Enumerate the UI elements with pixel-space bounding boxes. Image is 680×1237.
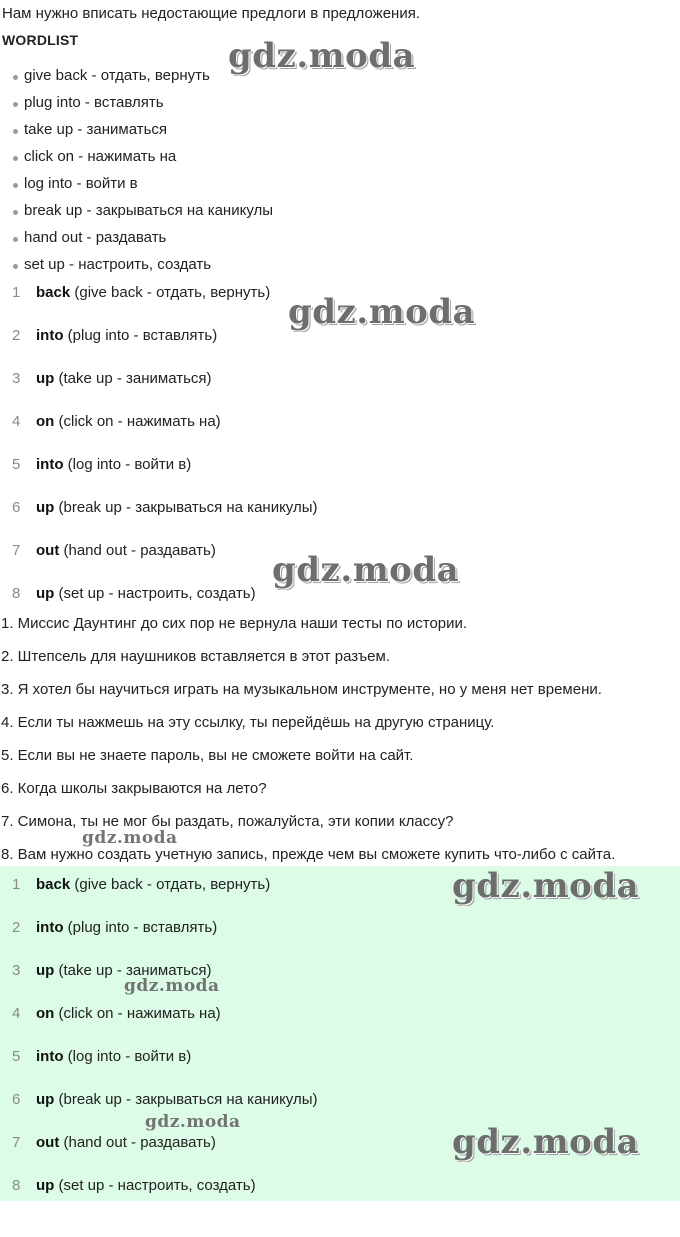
answer-word: out	[36, 1134, 60, 1151]
answer-number: 5	[12, 456, 21, 473]
answer-number: 2	[12, 327, 21, 344]
wordlist-title: WORDLIST	[2, 32, 79, 48]
list-item: break up - закрываться на каникулы	[0, 199, 273, 226]
translation-item: 6. Когда школы закрываются на лето?	[1, 780, 267, 797]
answer-hint: (take up - заниматься)	[54, 370, 212, 387]
answer-word: back	[36, 876, 71, 893]
answer-hint: (give back - отдать, вернуть)	[70, 284, 271, 301]
translation-item: 5. Если вы не знаете пароль, вы не сможете войти на сайт.	[1, 747, 414, 764]
answer-hint: (set up - настроить, создать)	[54, 1177, 256, 1194]
watermark: gdz.moda	[452, 1122, 640, 1162]
answer-hint: (set up - настроить, создать)	[54, 585, 256, 602]
answer-hint: (plug into - вставлять)	[63, 327, 218, 344]
translation-item: 8. Вам нужно создать учетную запись, прежде чем вы сможете купить что-либо с сайта.	[1, 846, 616, 863]
answer-word: into	[36, 1048, 64, 1065]
list-item: click on - нажимать на	[0, 145, 273, 172]
answer-number: 7	[12, 542, 21, 559]
answer-hint: (click on - нажимать на)	[54, 413, 221, 430]
translation-item: 4. Если ты нажмешь на эту ссылку, ты перейдёшь на другую страницу.	[1, 714, 495, 731]
watermark: gdz.moda	[288, 292, 476, 332]
answer-number: 6	[12, 1091, 21, 1108]
list-item: set up - настроить, создать	[0, 253, 273, 280]
answer-number: 6	[12, 499, 21, 516]
translation-item: 7. Симона, ты не мог бы раздать, пожалуйста, эти копии классу?	[1, 813, 454, 830]
list-item: hand out - раздавать	[0, 226, 273, 253]
answer-number: 4	[12, 1005, 21, 1022]
answer-number: 2	[12, 919, 21, 936]
watermark: gdz.moda	[124, 976, 220, 996]
watermark: gdz.moda	[452, 866, 640, 906]
answer-hint: (plug into - вставлять)	[63, 919, 218, 936]
answer-word: into	[36, 327, 64, 344]
answer-word: up	[36, 1177, 55, 1194]
answer-word: on	[36, 413, 55, 430]
answer-hint: (break up - закрываться на каникулы)	[54, 499, 318, 516]
watermark: gdz.moda	[82, 828, 178, 848]
translation-item: 2. Штепсель для наушников вставляется в этот разъем.	[1, 648, 390, 665]
intro-text: Нам нужно вписать недостающие предлоги в предложения.	[2, 5, 420, 22]
answer-hint: (take up - заниматься)	[54, 962, 212, 979]
answer-hint: (give back - отдать, вернуть)	[70, 876, 271, 893]
list-item: take up - заниматься	[0, 118, 273, 145]
answer-number: 5	[12, 1048, 21, 1065]
answer-number: 1	[12, 284, 21, 301]
answer-word: up	[36, 585, 55, 602]
answer-hint: (hand out - раздавать)	[59, 1134, 216, 1151]
answer-hint: (break up - закрываться на каникулы)	[54, 1091, 318, 1108]
answer-number: 8	[12, 1177, 21, 1194]
answer-hint: (click on - нажимать на)	[54, 1005, 221, 1022]
list-item: plug into - вставлять	[0, 91, 273, 118]
watermark: gdz.moda	[272, 550, 460, 590]
watermark: gdz.moda	[145, 1112, 241, 1132]
answer-word: out	[36, 542, 60, 559]
answer-hint: (hand out - раздавать)	[59, 542, 216, 559]
answer-number: 7	[12, 1134, 21, 1151]
answer-word: into	[36, 919, 64, 936]
answer-hint: (log into - войти в)	[63, 1048, 192, 1065]
watermark: gdz.moda	[228, 36, 416, 76]
wordlist	[0, 64, 273, 280]
answer-hint: (log into - войти в)	[63, 456, 192, 473]
answer-word: up	[36, 1091, 55, 1108]
answer-number: 1	[12, 876, 21, 893]
answer-word: back	[36, 284, 71, 301]
answer-word: up	[36, 370, 55, 387]
list-item: give back - отдать, вернуть	[0, 64, 273, 91]
answer-number: 3	[12, 370, 21, 387]
answer-number: 8	[12, 585, 21, 602]
answer-word: on	[36, 1005, 55, 1022]
translation-item: 3. Я хотел бы научиться играть на музыкальном инструменте, но у меня нет времени.	[1, 681, 602, 698]
translation-item: 1. Миссис Даунтинг до сих пор не вернула наши тесты по истории.	[1, 615, 468, 632]
list-item: log into - войти в	[0, 172, 273, 199]
answer-word: up	[36, 962, 55, 979]
answer-word: up	[36, 499, 55, 516]
answer-number: 4	[12, 413, 21, 430]
answer-word: into	[36, 456, 64, 473]
answer-number: 3	[12, 962, 21, 979]
